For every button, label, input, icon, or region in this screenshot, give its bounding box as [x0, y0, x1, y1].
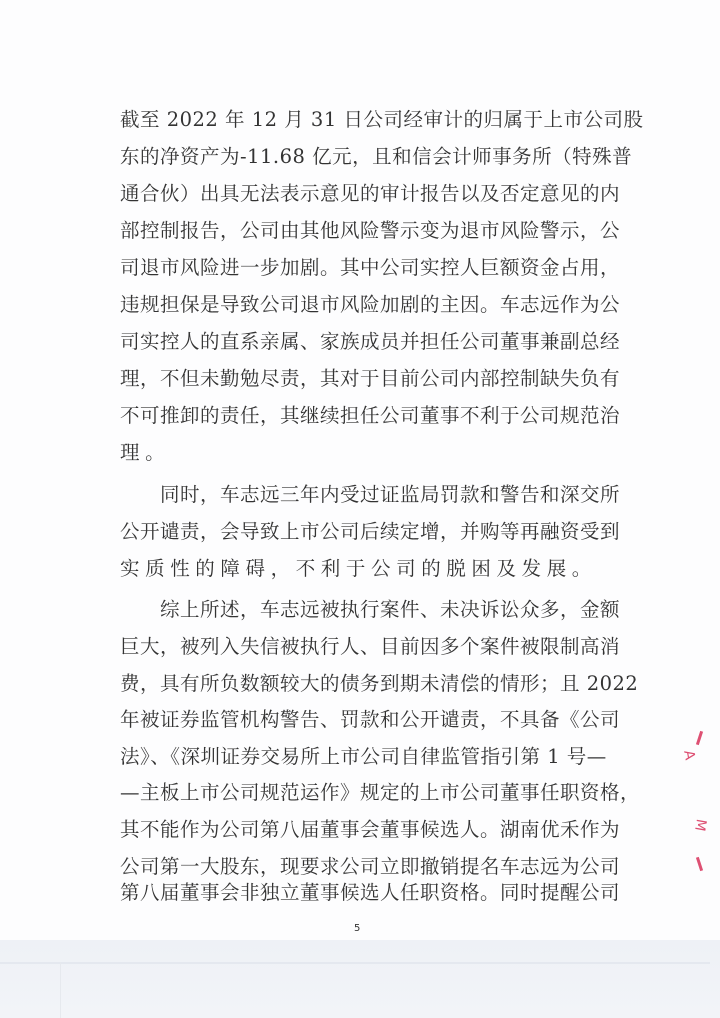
text-line: 公司第一大股东，现要求公司立即撤销提名车志远为公司 [120, 855, 621, 878]
page-number: 5 [354, 923, 361, 934]
stamp-text-bottom: M [691, 817, 709, 833]
stamp-text-top: A [680, 749, 698, 762]
text-line: 司退市风险进一步加剧。其中公司实控人巨额资金占用， [120, 256, 621, 279]
text-line: 综上所述，车志远被执行案件、未决诉讼众多，金额 [160, 598, 621, 621]
text-line: 第八届董事会非独立董事候选人任职资格。同时提醒公司 [120, 881, 621, 904]
text-line: 实质性的障碍，不利于公司的脱困及发展。 [120, 557, 597, 580]
text-line: 部控制报告，公司由其他风险警示变为退市风险警示，公 [120, 219, 621, 242]
text-line: 年被证券监管机构警告、罚款和公开谴责，不具备《公司 [120, 708, 621, 731]
scan-edge-band [0, 940, 720, 1018]
red-seal-stamp-fragment [680, 725, 720, 875]
text-line: 违规担保是导致公司退市风险加剧的主因。车志远作为公 [120, 293, 621, 316]
text-line: 理，不但未勤勉尽责，其对于目前公司内部控制缺失负有 [120, 367, 621, 390]
text-line: 不可推卸的责任，其继续担任公司董事不利于公司规范治 [120, 404, 621, 427]
text-line: 司实控人的直系亲属、家族成员并担任公司董事兼副总经 [120, 330, 621, 353]
text-line: 巨大，被列入失信被执行人、目前因多个案件被限制高消 [120, 635, 621, 658]
scan-edge-vertical-line [60, 962, 61, 1018]
text-line: 截至 2022 年 12 月 31 日公司经审计的归属于上市公司股 [120, 108, 644, 131]
text-line: 东的净资产为-11.68 亿元，且和信会计师事务所（特殊普 [120, 145, 633, 168]
text-line: 同时，车志远三年内受过证监局罚款和警告和深交所 [160, 483, 621, 506]
stamp-border-mark [696, 857, 703, 871]
text-line: 法》、《深圳证券交易所上市公司自律监管指引第 1 号— [120, 745, 607, 768]
text-line: 其不能作为公司第八届董事会董事候选人。湖南优禾作为 [120, 818, 621, 841]
text-line: 费，具有所负数额较大的债务到期未清偿的情形；且 2022 [120, 672, 639, 695]
text-line: 理。 [120, 441, 171, 464]
scan-edge-line [0, 962, 710, 964]
text-line: 通合伙）出具无法表示意见的审计报告以及否定意见的内 [120, 182, 621, 205]
text-line: 公开谴责，会导致上市公司后续定增，并购等再融资受到 [120, 520, 621, 543]
text-line: —主板上市公司规范运作》规定的上市公司董事任职资格， [120, 781, 641, 804]
stamp-border-mark [696, 731, 703, 745]
